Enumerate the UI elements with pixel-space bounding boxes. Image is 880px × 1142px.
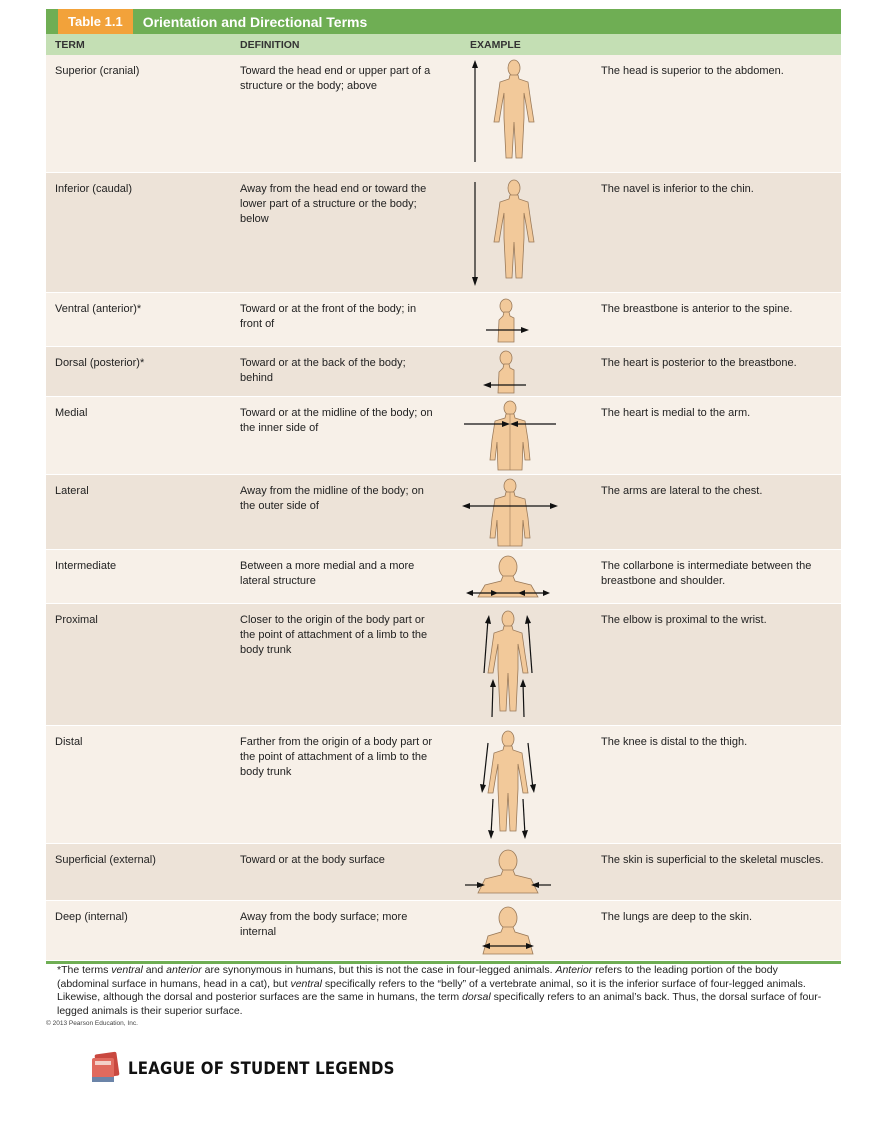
row-example: The skin is superficial to the skeletal muscles. (601, 854, 824, 866)
row-example: The knee is distal to the thigh. (601, 736, 748, 748)
full-body-arrow-up-icon (458, 58, 558, 170)
table-row (46, 347, 841, 397)
row-term: Proximal (55, 614, 98, 626)
bust-arrows-surface-icon (463, 847, 553, 899)
row-term: Deep (internal) (55, 911, 128, 923)
row-definition: Toward or at the midline of the body; on the inner side of (240, 407, 433, 434)
table-row (46, 55, 841, 173)
footnote-text: specifically refers to the “belly” of a vertebrate animal, so it is the inferior surface of four-legged animals. Likewise, although the dorsal and posterior surfaces are the same in humans, the term (57, 977, 806, 1003)
footnote-italic: Anterior (555, 964, 593, 976)
row-example: The heart is medial to the arm. (601, 407, 751, 419)
row-example: The lungs are deep to the skin. (601, 911, 753, 923)
table-header-row (46, 34, 841, 55)
row-definition: Away from the body surface; more internal (240, 911, 408, 938)
full-body-limb-arrows-up-icon (458, 607, 558, 723)
row-example: The heart is posterior to the breastbone. (601, 357, 797, 369)
books-logo-icon (88, 1051, 122, 1085)
row-term: Superficial (external) (55, 854, 156, 866)
footnote-italic: ventral (111, 964, 143, 976)
table-row (46, 173, 841, 293)
table-title: Orientation and Directional Terms (142, 13, 368, 30)
row-term: Ventral (anterior)* (55, 303, 142, 315)
footnote-italic: anterior (166, 964, 202, 976)
bust-arrows-deep-icon (478, 904, 538, 960)
row-definition: Between a more medial and a more lateral structure (240, 560, 415, 587)
table-row (46, 293, 841, 347)
bust-collarbone-arrows-icon (463, 553, 553, 603)
side-torso-arrow-front-icon (476, 296, 536, 346)
table-footnote (57, 964, 827, 1018)
table-row (46, 604, 841, 726)
table-row (46, 901, 841, 961)
footnote-text: and (142, 964, 167, 976)
row-term: Lateral (55, 485, 89, 497)
row-definition: Away from the head end or toward the lower part of a structure or the body; below (240, 183, 427, 225)
side-torso-arrow-back-icon (476, 350, 536, 396)
table-row (46, 475, 841, 550)
footnote-italic: ventral (290, 977, 322, 990)
row-definition: Farther from the origin of a body part or the point of attachment of a limb to the body trunk (240, 736, 432, 778)
copyright-notice: © 2013 Pearson Education, Inc. (46, 1020, 138, 1027)
brand-logo-text: LEAGUE OF STUDENT LEGENDS (128, 1057, 395, 1079)
row-definition: Closer to the origin of the body part or the point of attachment of a limb to the body trunk (240, 614, 428, 656)
directional-terms-table (46, 9, 841, 964)
row-example: The collarbone is intermediate between the breastbone and shoulder. (601, 560, 812, 587)
footnote-text: *The terms (57, 964, 112, 976)
row-example: The arms are lateral to the chest. (601, 485, 763, 497)
row-definition: Away from the midline of the body; on the outer side of (240, 485, 424, 512)
row-example: The elbow is proximal to the wrist. (601, 614, 767, 626)
footnote-text: are synonymous in humans, but this is not the case in four-legged animals. (201, 964, 556, 976)
header-term: TERM (55, 39, 85, 51)
row-term: Dorsal (posterior)* (55, 357, 145, 369)
header-example: EXAMPLE (470, 39, 521, 51)
row-definition: Toward or at the body surface (240, 854, 385, 866)
table-row (46, 550, 841, 604)
table-body (46, 55, 841, 961)
row-term: Inferior (caudal) (55, 183, 133, 195)
row-definition: Toward or at the back of the body; behind (240, 357, 406, 384)
torso-arrows-outward-icon (458, 478, 558, 548)
row-definition: Toward the head end or upper part of a structure or the body; above (240, 65, 431, 92)
footnote-text: refers to the leading portion of the body (abdominal surface in humans, head in a cat), but (57, 964, 778, 990)
row-example: The navel is inferior to the chin. (601, 183, 754, 195)
footnote-italic: dorsal (462, 991, 491, 1003)
row-example: The head is superior to the abdomen. (601, 65, 784, 77)
header-definition: DEFINITION (240, 39, 300, 51)
full-body-arrow-down-icon (458, 176, 558, 290)
footnote-text: specifically refers to an animal’s back. Thus, the dorsal surface of four-legged animals is their superior surface. (57, 991, 822, 1017)
row-definition: Toward or at the front of the body; in front of (240, 303, 417, 330)
table-row (46, 726, 841, 844)
table-title-bar (46, 9, 841, 34)
row-term: Superior (cranial) (55, 65, 140, 77)
torso-arrows-inward-icon (458, 400, 558, 472)
row-term: Distal (55, 736, 83, 748)
row-term: Intermediate (55, 560, 117, 572)
full-body-limb-arrows-down-icon (458, 729, 558, 841)
table-row (46, 397, 841, 475)
brand-logo (88, 1051, 395, 1085)
row-example: The breastbone is anterior to the spine. (601, 303, 793, 315)
table-row (46, 844, 841, 901)
table-number-badge: Table 1.1 (58, 9, 133, 34)
row-term: Medial (55, 407, 88, 419)
